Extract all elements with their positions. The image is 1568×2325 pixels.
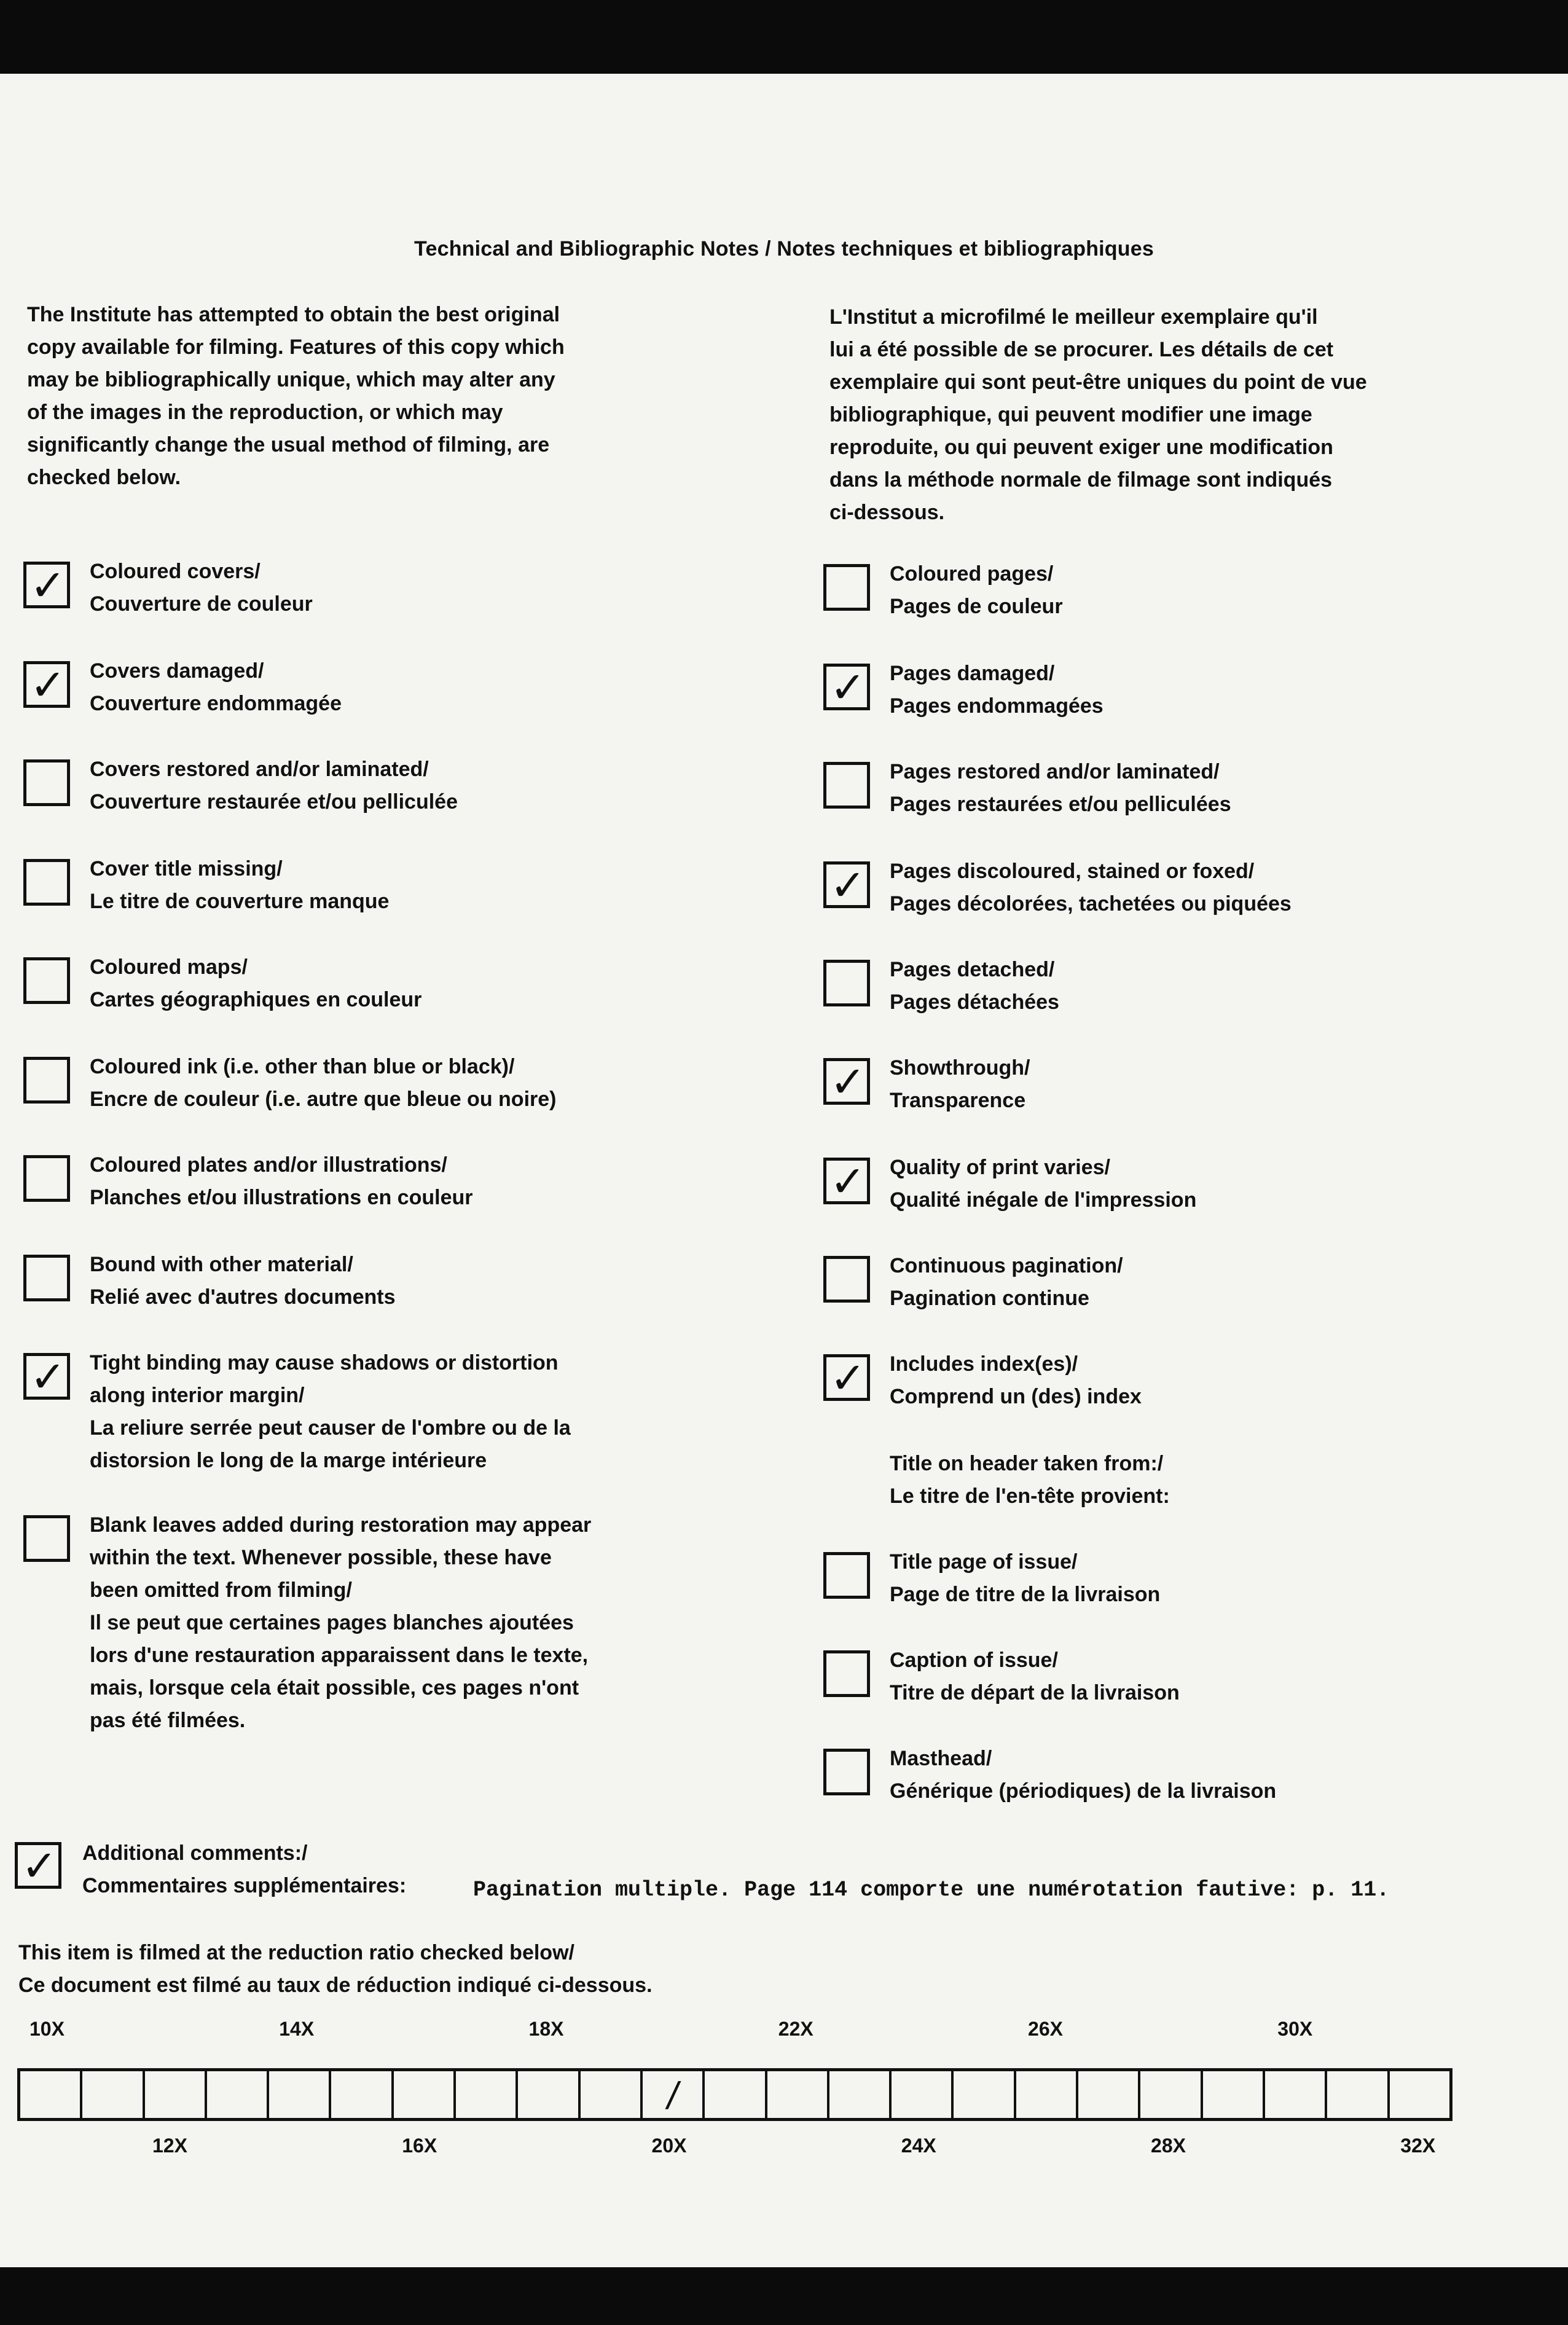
item-line: Coloured covers/	[90, 560, 261, 583]
item-line: Blank leaves added during restoration may appear	[90, 1513, 592, 1537]
text-line: lui a été possible de se procurer. Les détails de cet	[829, 338, 1334, 361]
item-line: Planches et/ou illustrations en couleur	[90, 1186, 473, 1209]
item-line: mais, lorsque cela était possible, ces pages n'ont	[90, 1676, 579, 1700]
comments-label-fr: Commentaires supplémentaires:	[82, 1874, 407, 1897]
checkmark-icon: ✓	[829, 1156, 866, 1207]
ratio-cell[interactable]	[1327, 2071, 1389, 2118]
checkmark-icon: ✓	[29, 1352, 66, 1402]
ratio-label-top: 22X	[778, 2018, 813, 2040]
item-line: Cartes géographiques en couleur	[90, 988, 422, 1011]
right-checkbox[interactable]	[823, 662, 870, 713]
left-checkbox[interactable]	[23, 560, 70, 611]
right-item-label	[890, 1448, 1170, 1513]
right-item-label	[890, 1348, 1142, 1413]
text-line: of the images in the reproduction, or which may	[27, 401, 503, 424]
ratio-cell[interactable]	[456, 2071, 518, 2118]
right-checkbox[interactable]	[823, 960, 870, 1006]
item-line: Relié avec d'autres documents	[90, 1285, 396, 1309]
item-line: Pages restaurées et/ou pelliculées	[890, 793, 1231, 816]
item-line: Le titre de couverture manque	[90, 890, 390, 913]
item-line: Pages damaged/	[890, 662, 1055, 685]
checkmark-icon: ✓	[829, 662, 866, 713]
ratio-label-bottom: 12X	[152, 2135, 187, 2157]
left-checkbox[interactable]	[23, 1353, 70, 1400]
item-line: Pages endommagées	[890, 694, 1103, 718]
left-item-label	[90, 1509, 591, 1737]
reduction-ratio-strip	[17, 2068, 1452, 2121]
intro-english	[27, 299, 565, 494]
text-line: L'Institut a microfilmé le meilleur exemplaire qu'il	[829, 305, 1318, 329]
item-line: Cover title missing/	[90, 857, 283, 880]
page-title: Technical and Bibliographic Notes / Notes techniques et bibliographiques	[414, 237, 1154, 261]
item-line: Pages restored and/or laminated/	[890, 760, 1220, 783]
ratio-cell[interactable]	[643, 2071, 705, 2118]
top-film-border	[0, 0, 1568, 74]
reduction-line-en: This item is filmed at the reduction ratio checked below/	[18, 1941, 574, 1964]
right-checkbox[interactable]	[823, 1256, 870, 1303]
ratio-cell[interactable]	[331, 2071, 393, 2118]
checkmark-icon: ✓	[29, 660, 66, 710]
item-line: Pages detached/	[890, 958, 1055, 981]
left-item-label	[90, 951, 421, 1016]
left-item-label	[90, 853, 389, 918]
ratio-cell[interactable]	[82, 2071, 144, 2118]
right-checkbox[interactable]	[823, 564, 870, 611]
item-line: Comprend un (des) index	[890, 1385, 1142, 1408]
item-line: Covers damaged/	[90, 659, 264, 683]
item-line: La reliure serrée peut causer de l'ombre ou de la	[90, 1416, 571, 1440]
right-item-label	[890, 1644, 1180, 1709]
item-line: Pages discoloured, stained or foxed/	[890, 860, 1255, 883]
checkmark-icon: ✓	[29, 560, 66, 611]
right-checkbox[interactable]	[823, 860, 870, 911]
left-checkbox[interactable]	[23, 661, 70, 708]
ratio-label-bottom: 24X	[901, 2135, 936, 2157]
right-checkbox[interactable]	[823, 1156, 870, 1207]
item-line: Qualité inégale de l'impression	[890, 1188, 1197, 1212]
item-line: Quality of print varies/	[890, 1156, 1110, 1179]
right-checkbox[interactable]	[823, 1058, 870, 1105]
ratio-cell[interactable]	[518, 2071, 580, 2118]
item-line: Continuous pagination/	[890, 1254, 1123, 1277]
right-item-label	[890, 1151, 1196, 1217]
ratio-label-top: 30X	[1277, 2018, 1313, 2040]
item-line: Showthrough/	[890, 1056, 1030, 1080]
text-line: copy available for filming. Features of this copy which	[27, 335, 565, 359]
item-line: distorsion le long de la marge intérieure	[90, 1449, 487, 1472]
ratio-cell[interactable]	[20, 2071, 82, 2118]
left-item-label	[90, 555, 313, 621]
item-line: along interior margin/	[90, 1384, 305, 1407]
left-item-label	[90, 1149, 472, 1214]
left-item-label	[90, 655, 342, 720]
intro-french	[829, 301, 1367, 529]
item-line: Pages détachées	[890, 990, 1059, 1014]
ratio-label-top: 10X	[29, 2018, 65, 2040]
left-checkbox[interactable]	[23, 1155, 70, 1202]
ratio-label-top: 14X	[279, 2018, 315, 2040]
ratio-cell[interactable]	[394, 2071, 456, 2118]
right-checkbox[interactable]	[823, 1354, 870, 1401]
ratio-cell[interactable]	[1203, 2071, 1265, 2118]
text-line: bibliographique, qui peuvent modifier une image	[829, 403, 1312, 426]
left-item-label	[90, 753, 458, 818]
comments-checkbox[interactable]	[15, 1842, 61, 1889]
ratio-label-top: 26X	[1028, 2018, 1063, 2040]
comments-label	[82, 1837, 406, 1902]
item-line: Encre de couleur (i.e. autre que bleue ou noire)	[90, 1088, 557, 1111]
right-item-label	[890, 1052, 1030, 1117]
comments-text: Pagination multiple. Page 114 comporte une numérotation fautive: p. 11.	[473, 1878, 1390, 1902]
text-line: The Institute has attempted to obtain the best original	[27, 303, 560, 326]
ratio-label-bottom: 28X	[1151, 2135, 1186, 2157]
text-line: exemplaire qui sont peut-être uniques du point de vue	[829, 371, 1367, 394]
item-line: Pagination continue	[890, 1287, 1089, 1310]
right-item-label	[890, 1743, 1276, 1808]
ratio-label-bottom: 16X	[402, 2135, 437, 2157]
text-line: ci-dessous.	[829, 501, 945, 524]
checkmark-icon: ✓	[829, 1057, 866, 1107]
ratio-cell[interactable]	[767, 2071, 829, 2118]
right-item-label	[890, 657, 1103, 723]
right-item-label	[890, 756, 1231, 821]
item-line: Il se peut que certaines pages blanches ajoutées	[90, 1611, 574, 1634]
text-line: significantly change the usual method of filming, are	[27, 433, 550, 457]
item-line: lors d'une restauration apparaissent dans le texte,	[90, 1644, 589, 1667]
item-line: Coloured maps/	[90, 955, 248, 979]
left-checkbox[interactable]	[23, 957, 70, 1004]
item-line: Coloured ink (i.e. other than blue or black)/	[90, 1055, 515, 1078]
reduction-line-fr: Ce document est filmé au taux de réduction indiqué ci-dessous.	[18, 1974, 653, 1997]
ratio-cell[interactable]	[581, 2071, 643, 2118]
left-checkbox[interactable]	[23, 759, 70, 806]
item-line: within the text. Whenever possible, these have	[90, 1546, 552, 1569]
item-line: Coloured plates and/or illustrations/	[90, 1153, 447, 1177]
item-line: Pages de couleur	[890, 595, 1063, 618]
text-line: may be bibliographically unique, which may alter any	[27, 368, 555, 391]
right-item-label	[890, 1546, 1160, 1611]
item-line: Titre de départ de la livraison	[890, 1681, 1180, 1704]
right-item-label	[890, 855, 1292, 920]
checkmark-icon: ✓	[21, 1841, 58, 1891]
item-line: Title on header taken from:/	[890, 1452, 1164, 1475]
item-line: been omitted from filming/	[90, 1578, 352, 1602]
ratio-cell[interactable]	[892, 2071, 954, 2118]
ratio-cell[interactable]	[269, 2071, 331, 2118]
ratio-cell[interactable]	[1265, 2071, 1327, 2118]
text-line: checked below.	[27, 466, 181, 489]
ratio-cell[interactable]	[1016, 2071, 1078, 2118]
left-checkbox[interactable]	[23, 1515, 70, 1562]
checkmark-icon: ✓	[829, 860, 866, 911]
ratio-cell[interactable]	[705, 2071, 767, 2118]
right-item-label	[890, 1250, 1123, 1315]
left-item-label	[90, 1347, 571, 1477]
item-line: Caption of issue/	[890, 1649, 1058, 1672]
right-checkbox[interactable]	[823, 762, 870, 809]
item-line: Masthead/	[890, 1747, 992, 1770]
item-line: Coloured pages/	[890, 562, 1054, 586]
item-line: Pages décolorées, tachetées ou piquées	[890, 892, 1292, 915]
reduction-ratio-text	[18, 1937, 653, 2002]
ratio-cell[interactable]	[1390, 2071, 1449, 2118]
comments-label-en: Additional comments:/	[82, 1841, 308, 1865]
left-item-label	[90, 1051, 557, 1116]
bottom-film-border	[0, 2267, 1568, 2325]
item-line: pas été filmées.	[90, 1709, 246, 1732]
text-line: reproduite, ou qui peuvent exiger une modification	[829, 436, 1333, 459]
ratio-cell[interactable]	[829, 2071, 892, 2118]
item-line: Page de titre de la livraison	[890, 1583, 1161, 1606]
item-line: Couverture endommagée	[90, 692, 342, 715]
checkmark-icon: ✓	[829, 1353, 866, 1403]
left-checkbox[interactable]	[23, 859, 70, 906]
ratio-cell[interactable]	[207, 2071, 269, 2118]
right-checkbox[interactable]	[823, 1650, 870, 1697]
ratio-label-top: 18X	[528, 2018, 564, 2040]
ratio-label-bottom: 32X	[1400, 2135, 1436, 2157]
slash-mark: /	[667, 2075, 678, 2117]
ratio-cell[interactable]	[1140, 2071, 1202, 2118]
item-line: Générique (périodiques) de la livraison	[890, 1779, 1277, 1803]
left-checkbox[interactable]	[23, 1057, 70, 1104]
left-item-label	[90, 1249, 396, 1314]
right-checkbox[interactable]	[823, 1552, 870, 1599]
item-line: Includes index(es)/	[890, 1352, 1078, 1376]
right-item-label	[890, 954, 1059, 1019]
item-line: Couverture de couleur	[90, 592, 313, 616]
right-item-label	[890, 558, 1063, 623]
right-checkbox[interactable]	[823, 1749, 870, 1795]
ratio-label-bottom: 20X	[651, 2135, 687, 2157]
item-line: Title page of issue/	[890, 1550, 1078, 1574]
item-line: Le titre de l'en-tête provient:	[890, 1484, 1170, 1508]
left-checkbox[interactable]	[23, 1255, 70, 1301]
item-line: Transparence	[890, 1089, 1026, 1112]
item-line: Covers restored and/or laminated/	[90, 758, 429, 781]
item-line: Tight binding may cause shadows or distortion	[90, 1351, 559, 1374]
ratio-cell[interactable]	[954, 2071, 1016, 2118]
ratio-cell[interactable]	[145, 2071, 207, 2118]
text-line: dans la méthode normale de filmage sont indiqués	[829, 468, 1333, 492]
item-line: Bound with other material/	[90, 1253, 353, 1276]
ratio-cell[interactable]	[1078, 2071, 1140, 2118]
item-line: Couverture restaurée et/ou pelliculée	[90, 790, 458, 814]
